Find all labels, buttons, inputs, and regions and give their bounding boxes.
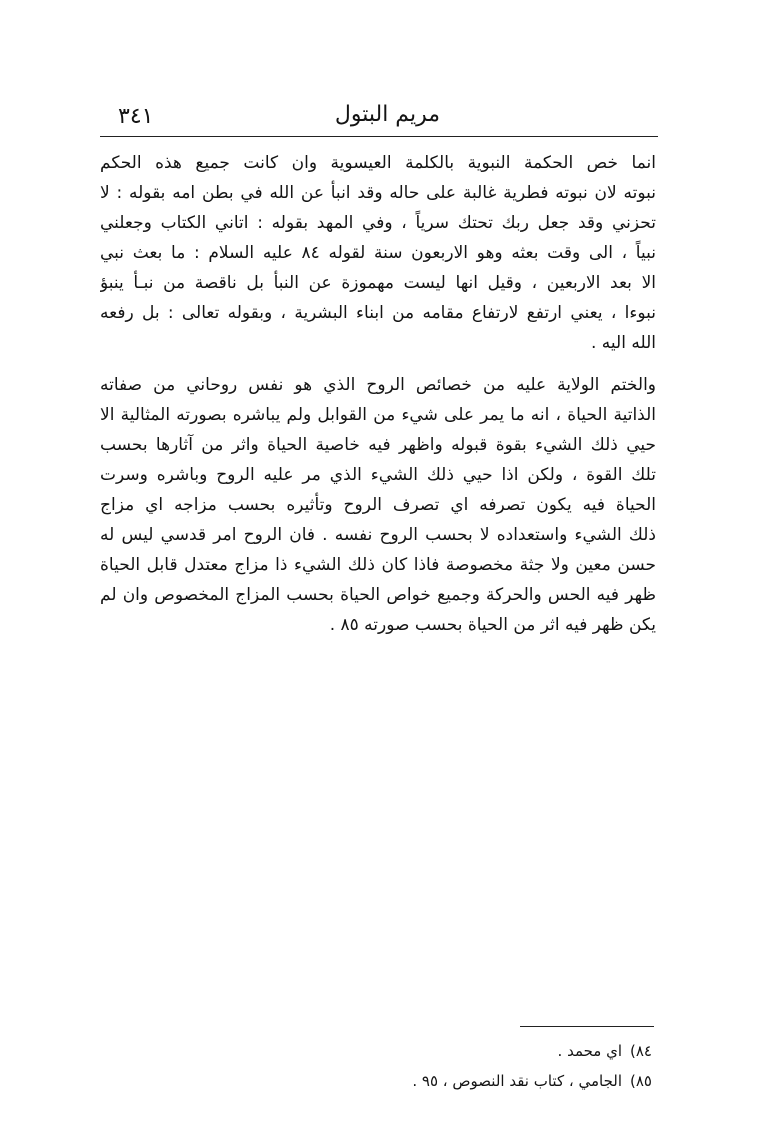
text-line: انما خص الحكمة النبوية بالكلمة العيسوية وان كانت جميع هذه الحكم xyxy=(100,153,656,173)
text-line: والختم الولاية عليه من خصائص الروح الذي هو نفس روحاني من صفاته xyxy=(100,375,656,395)
footnote-divider xyxy=(520,1026,654,1027)
body-text xyxy=(100,148,656,640)
footnotes xyxy=(300,1036,652,1096)
text-line: تحزني وقد جعل ربك تحتك سرياً ، وفي المهد بقوله : اتاني الكتاب وجعلني xyxy=(100,213,656,233)
header-divider xyxy=(100,136,658,137)
text-line: الحياة فيه يكون تصرفه اي تصرف الروح وتأثيره بحسب مزاجه اي مزاج xyxy=(100,495,656,515)
footnote-text: الجامي ، كتاب نقد النصوص ، ٩٥ . xyxy=(412,1072,623,1090)
text-line: حيي ذلك الشيء بقوة قبوله واظهر فيه خاصية الحياة واثر من آثارها بحسب xyxy=(100,435,656,455)
text-line: نبوءا ، يعني ارتفع لارتفاع مقامه من ابناء البشرية ، وبقوله تعالى : بل رفعه xyxy=(100,303,656,323)
text-line: الذاتية الحياة ، انه ما يمر على شيء من القوابل ولم يباشره بصورته المثالية الا xyxy=(100,405,656,425)
paragraph-2 xyxy=(100,370,656,640)
paragraph-1 xyxy=(100,148,656,358)
text-line: نبياً ، الى وقت بعثه وهو الاربعون سنة لقوله ٨٤ عليه السلام : ما بعث نبي xyxy=(100,243,656,263)
running-title: مريم البتول xyxy=(334,102,440,127)
text-line: نبوته لان نبوته فطرية غالبة على حاله وقد انبأ عن الله في بطن امه بقوله : لا xyxy=(100,183,656,203)
footnote-number: ٨٤) xyxy=(630,1042,652,1060)
page-header xyxy=(110,102,650,132)
text-line: ذلك الشيء واستعداده لا بحسب الروح نفسه . فان الروح امر قدسي ليس له xyxy=(100,525,656,545)
text-line: الا بعد الاربعين ، وقيل انها ليست مهموزة عن النبأ بل ناقصة من نبـأ ينبؤ xyxy=(100,273,656,293)
footnote-number: ٨٥) xyxy=(630,1072,652,1090)
text-line: حسن معين ولا جثة مخصوصة فاذا كان ذلك الشيء ذا مزاج معتدل قابل الحياة xyxy=(100,555,656,575)
text-line: الله اليه . xyxy=(590,333,656,353)
text-line: ظهر فيه الحس والحركة وجميع خواص الحياة بحسب المزاج المخصوص وان لم xyxy=(100,585,656,605)
footnote xyxy=(300,1036,652,1066)
text-line: تلك القوة ، ولكن اذا حيي ذلك الشيء الذي مر عليه الروح وباشره وسرت xyxy=(100,465,656,485)
footnote xyxy=(300,1066,652,1096)
page-number: ٣٤١ xyxy=(118,104,154,129)
footnote-text: اي محمد . xyxy=(557,1042,623,1060)
text-line: يكن ظهر فيه اثر من الحياة بحسب صورته ٨٥ . xyxy=(329,615,656,635)
